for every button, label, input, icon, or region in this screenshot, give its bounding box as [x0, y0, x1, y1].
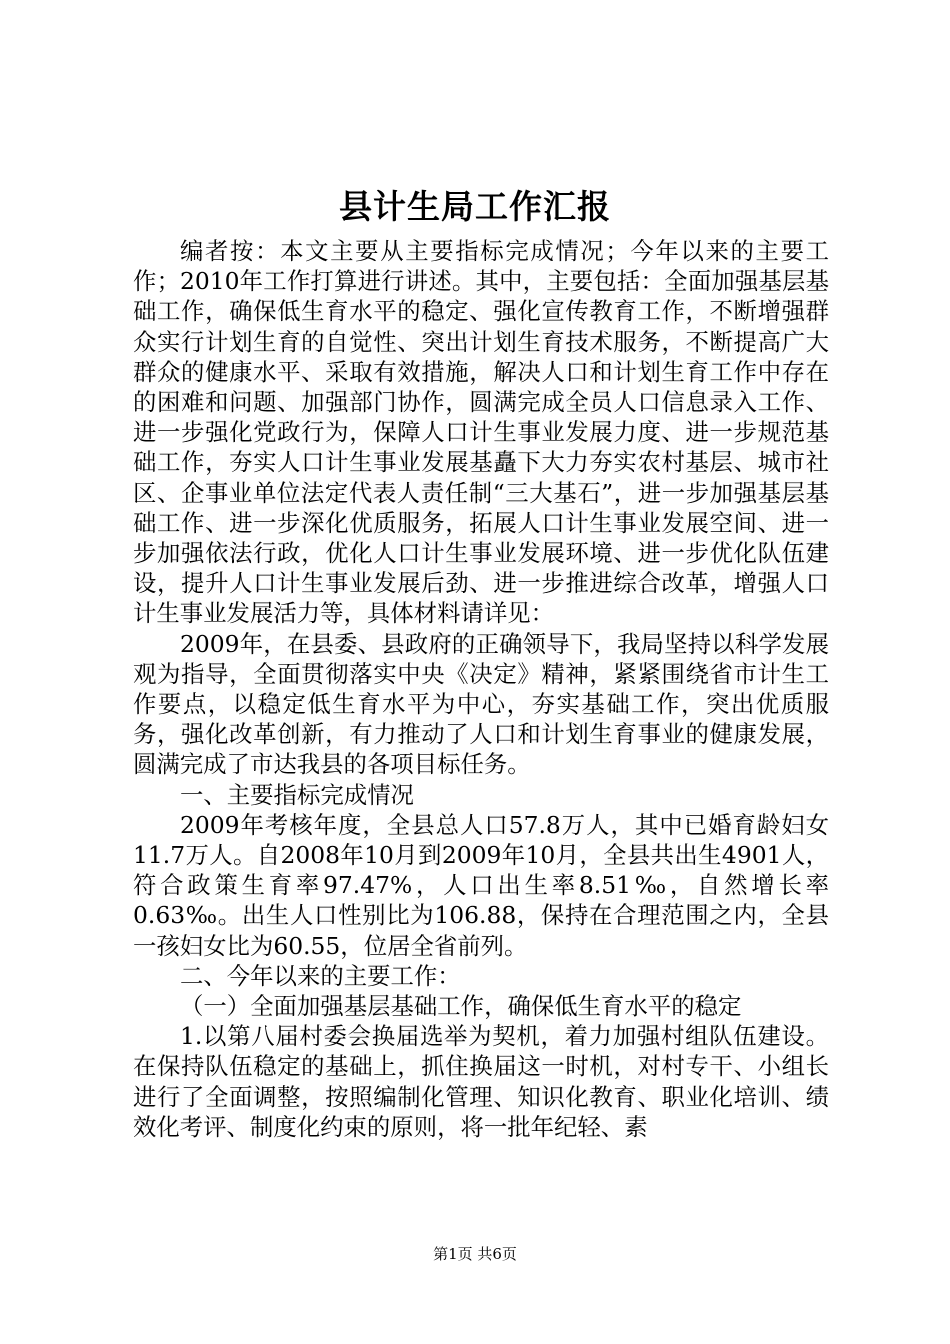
intro-paragraph: 2009年，在县委、县政府的正确领导下，我局坚持以科学发展观为指导，全面贯彻落实中央《决定》精神，紧紧围绕省市计生工作要点，以稳定低生育水平为中心，夯实基础工作，突出优质服务，强化改革创新，有力推动了人口和计划生育事业的健康发展，圆满完成了市达我县的各项目标任务。 — [133, 629, 829, 779]
editor-note-paragraph: 编者按：本文主要从主要指标完成情况；今年以来的主要工作；2010年工作打算进行讲述。其中，主要包括：全面加强基层基础工作，确保低生育水平的稳定、强化宣传教育工作，不断增强群众实行计划生育的自觉性、突出计划生育技术服务，不断提高广大群众的健康水平、采取有效措施，解决人口和计划生育工作中存在的困难和问题、加强部门协作，圆满完成全员人口信息录入工作、进一步强化党政行为，保障人口计生事业发展力度、进一步规范基础工作，夯实人口计生事业发展基矗下大力夯实农村基层、城市社区、企事业单位法定代表人责任制“三大基石”，进一步加强基层基础工作、进一步深化优质服务，拓展人口计生事业发展空间、进一步加强依法行政，优化人口计生事业发展环境、进一步优化队伍建设，提升人口计生事业发展后劲、进一步推进综合改革，增强人口计生事业发展活力等，具体材料请详见： — [133, 237, 829, 628]
document-body — [133, 236, 829, 1142]
document-title: 县计生局工作汇报 — [339, 187, 611, 226]
subsection-heading-1: （一）全面加强基层基础工作，确保低生育水平的稳定 — [180, 992, 742, 1021]
section-heading-1: 一、主要指标完成情况 — [180, 780, 414, 809]
indicators-paragraph: 2009年考核年度，全县总人口57.8万人，其中已婚育龄妇女11.7万人。自2008年10月到2009年10月，全县共出生4901人，符合政策生育率97.47%，人口出生率8.51‰，自然增长率0.63‰。出生人口性别比为106.88，保持在合理范围之内，全县一孩妇女比为60.55，位居全省前列。 — [133, 810, 829, 960]
page-footer: 第1页 共6页 — [433, 1245, 517, 1263]
section-heading-2: 二、今年以来的主要工作： — [180, 961, 461, 990]
item-paragraph-1: 1.以第八届村委会换届选举为契机，着力加强村组队伍建设。在保持队伍稳定的基础上，抓住换届这一时机，对村专干、小组长进行了全面调整，按照编制化管理、知识化教育、职业化培训、绩效化考评、制度化约束的原则，将一批年纪轻、素 — [133, 1022, 829, 1141]
